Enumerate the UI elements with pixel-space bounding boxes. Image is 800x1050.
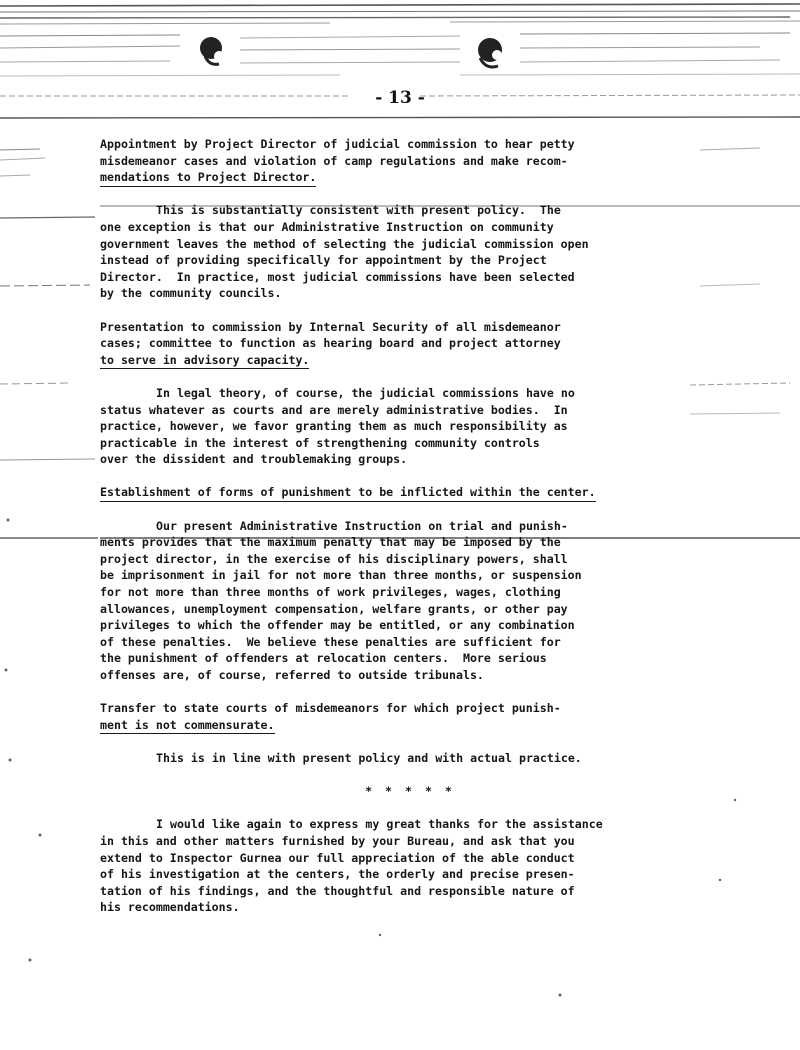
heading-line: Transfer to state courts of misdemeanors for which project punish- <box>100 701 561 716</box>
paragraph-line: Our present Administrative Instruction on trial and punish- <box>156 518 568 533</box>
paragraph-line: Director. In practice, most judicial commissions have been selected <box>100 269 575 284</box>
heading-line: Presentation to commission by Internal Security of all misdemeanor <box>100 319 561 334</box>
paragraph-line: tation of his findings, and the thoughtful and responsible nature of <box>100 883 575 898</box>
paragraph-line: allowances, unemployment compensation, welfare grants, or other pay <box>100 601 568 616</box>
paragraph-line: project director, in the exercise of his disciplinary powers, shall <box>100 551 568 566</box>
section-separator: * * * * * <box>365 784 455 799</box>
response-paragraph <box>100 385 700 468</box>
heading-line: cases; committee to function as hearing board and project attorney <box>100 336 561 351</box>
letter-body <box>100 136 700 916</box>
paragraph-line: This is in line with present policy and with actual practice. <box>156 750 582 765</box>
page-number: - 13 - <box>375 88 425 108</box>
paragraph-line: status whatever as courts and are merely administrative bodies. In <box>100 402 568 417</box>
recommendation-heading <box>100 319 700 369</box>
paragraph-line: of these penalties. We believe these penalties are sufficient for <box>100 634 561 649</box>
paragraph-line: In legal theory, of course, the judicial commissions have no <box>156 385 575 400</box>
paragraph-line: for not more than three months of work privileges, wages, clothing <box>100 585 561 600</box>
response-paragraph <box>100 518 700 684</box>
paragraph-line: practice, however, we favor granting them as much responsibility as <box>100 419 568 434</box>
smudge-mark-left-icon <box>200 37 224 64</box>
recommendation-heading <box>100 484 700 501</box>
heading-line: mendations to Project Director. <box>100 169 316 187</box>
paragraph-line: instead of providing specifically for appointment by the Project <box>100 253 547 268</box>
paragraph-line: offenses are, of course, referred to outside tribunals. <box>100 668 484 682</box>
paragraph-line: extend to Inspector Gurnea our full appreciation of the able conduct <box>100 850 575 865</box>
closing-paragraph <box>100 816 700 916</box>
response-paragraph <box>100 202 700 302</box>
heading-line: Establishment of forms of punishment to be inflicted within the center. <box>100 484 596 502</box>
smudge-mark-right-icon <box>478 38 502 67</box>
paragraph-line: by the community councils. <box>100 286 282 301</box>
paragraph-line: over the dissident and troublemaking groups. <box>100 452 408 467</box>
paragraph-line: privileges to which the offender may be entitled, or any combination <box>100 618 575 633</box>
paragraph-line: of his investigation at the centers, the orderly and precise presen- <box>100 867 575 882</box>
recommendation-heading <box>100 700 700 733</box>
paragraph-line: This is substantially consistent with present policy. The <box>156 203 561 218</box>
heading-line: ment is not commensurate. <box>100 717 275 735</box>
heading-line: to serve in advisory capacity. <box>100 352 309 370</box>
paragraph-line: one exception is that our Administrative Instruction on community <box>100 219 554 234</box>
paragraph-line: practicable in the interest of strengthening community controls <box>100 435 540 450</box>
paragraph-line: government leaves the method of selecting the judicial commission open <box>100 236 589 251</box>
paragraph-line: in this and other matters furnished by your Bureau, and ask that you <box>100 833 575 848</box>
heading-line: Appointment by Project Director of judicial commission to hear petty <box>100 137 575 151</box>
paragraph-line: the punishment of offenders at relocation centers. More serious <box>100 651 547 666</box>
paragraph-line: ments provides that the maximum penalty that may be imposed by the <box>100 535 561 550</box>
heading-line: misdemeanor cases and violation of camp regulations and make recom- <box>100 153 568 168</box>
paragraph-line: be imprisonment in jail for not more than three months, or suspension <box>100 568 582 583</box>
paragraph-line: I would like again to express my great thanks for the assistance <box>156 817 603 832</box>
response-paragraph <box>100 750 700 767</box>
recommendation-heading <box>100 136 700 186</box>
paragraph-line: his recommendations. <box>100 900 240 915</box>
